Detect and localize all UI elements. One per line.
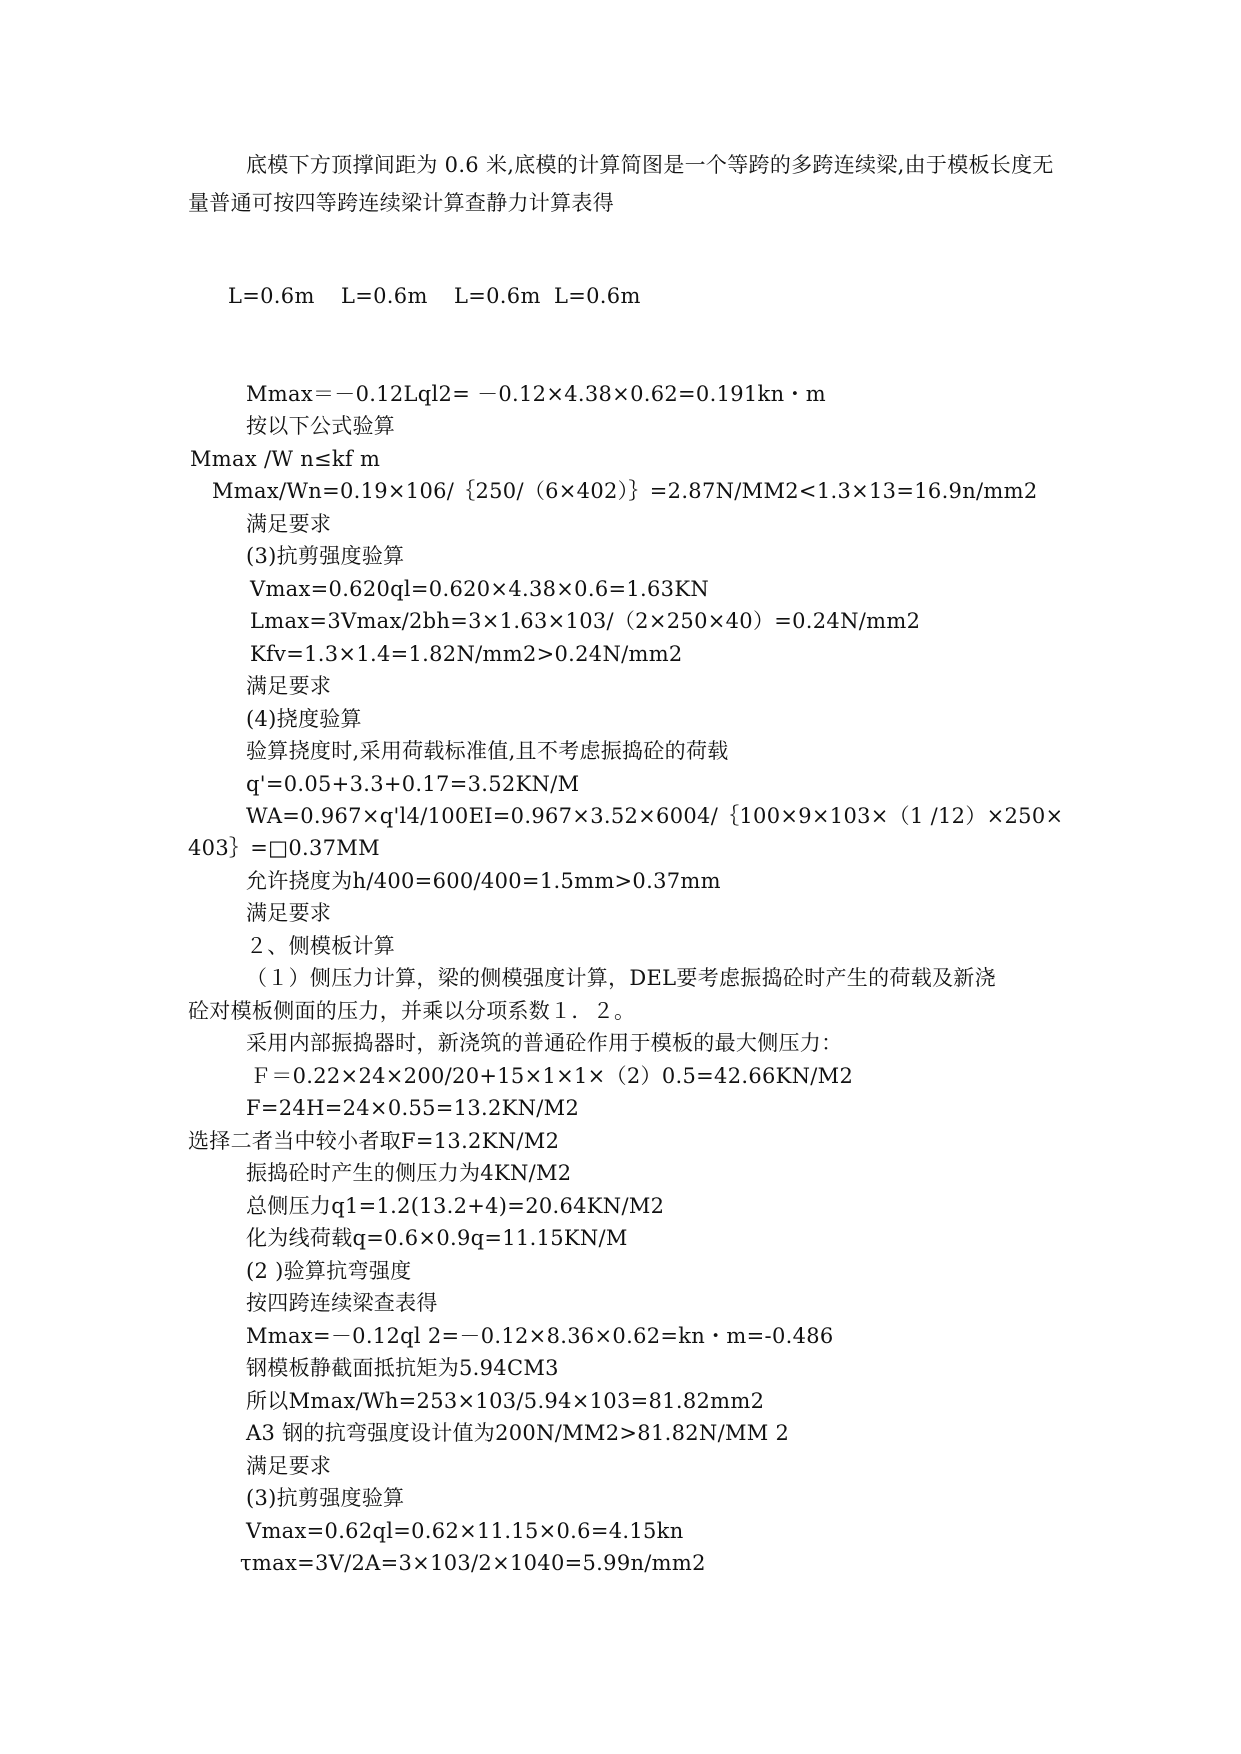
calc-line: q'=0.05+3.3+0.17=3.52KN/M [246, 772, 580, 796]
span-label: L=0.6m [341, 284, 428, 308]
calc-line: 验算挠度时,采用荷载标准值,且不考虑振捣砼的荷载 [246, 739, 729, 763]
calc-line: Vmax=0.62ql=0.62×11.15×0.6=4.15kn [246, 1519, 684, 1543]
calc-line: (2 )验算抗弯强度 [246, 1259, 412, 1283]
calc-line: Mmax/Wn=0.19×106/｛250/（6×402）｝=2.87N/MM2<1.3×13=16.9n/mm2 [212, 479, 1038, 503]
calc-line: 所以Mmax/Wh=253×103/5.94×103=81.82mm2 [246, 1389, 765, 1413]
calc-line: 满足要求 [246, 1454, 332, 1478]
calc-line: 采用内部振捣器时，新浇筑的普通砼作用于模板的最大侧压力： [246, 1031, 843, 1055]
calc-line: 化为线荷载q=0.6×0.9q=11.15KN/M [246, 1226, 628, 1250]
calc-line: 满足要求 [246, 674, 332, 698]
calc-line: τmax=3V/2A=3×103/2×1040=5.99n/mm2 [240, 1551, 706, 1575]
calc-line: Mmax=－0.12ql 2=－0.12×8.36×0.62=kn・m=-0.486 [246, 1324, 834, 1348]
span-label: L=0.6m [454, 284, 541, 308]
intro-paragraph: 底模下方顶撑间距为 0.6 米,底模的计算简图是一个等跨的多跨连续梁,由于模板长度无量普通可按四等跨连续梁计算查静力计算表得 [188, 153, 1054, 215]
calc-line: 砼对模板侧面的压力，并乘以分项系数１．２。 [188, 999, 636, 1023]
section-heading: ２、侧模板计算 [246, 934, 396, 958]
calc-line: (3)抗剪强度验算 [246, 544, 405, 568]
calc-line: 选择二者当中较小者取F=13.2KN/M2 [188, 1129, 560, 1153]
calc-line: 振捣砼时产生的侧压力为4KN/M2 [246, 1161, 572, 1185]
calc-line: Lmax=3Vmax/2bh=3×1.63×103/（2×250×40）=0.24N/mm2 [250, 609, 921, 633]
calc-line: Ｆ＝0.22×24×200/20+15×1×1×（2）0.5=42.66KN/M2 [250, 1064, 854, 1088]
calc-line: （１）侧压力计算，梁的侧模强度计算，DEL要考虑振捣砼时产生的荷载及新浇 [246, 966, 996, 990]
calc-line: 按四跨连续梁查表得 [246, 1291, 438, 1315]
calc-line: 允许挠度为h/400=600/400=1.5mm>0.37mm [246, 869, 721, 893]
calc-line: 钢模板静截面抵抗矩为5.94CM3 [246, 1356, 559, 1380]
span-labels [228, 280, 641, 312]
span-label: L=0.6m [228, 284, 315, 308]
calc-line: (4)挠度验算 [246, 707, 362, 731]
calc-line: 满足要求 [246, 512, 332, 536]
calc-line: Kfv=1.3×1.4=1.82N/mm2>0.24N/mm2 [250, 642, 683, 666]
calc-line: 总侧压力q1=1.2(13.2+4)=20.64KN/M2 [246, 1194, 665, 1218]
calc-line: F=24H=24×0.55=13.2KN/M2 [246, 1096, 580, 1120]
calc-line: A3 钢的抗弯强度设计值为200N/MM2>81.82N/MM 2 [246, 1421, 790, 1445]
calc-line: Vmax=0.620ql=0.620×4.38×0.6=1.63KN [250, 577, 709, 601]
calc-line: 按以下公式验算 [246, 414, 396, 438]
calc-line: Mmax /W n≤kf m [190, 447, 381, 471]
span-label: L=0.6m [554, 284, 641, 308]
calc-line: 403｝=□0.37MM [188, 836, 380, 860]
calc-line: Mmax＝－0.12Lql2= －0.12×4.38×0.62=0.191kn・m [246, 382, 826, 406]
calc-line: (3)抗剪强度验算 [246, 1486, 405, 1510]
calc-line: 满足要求 [246, 901, 332, 925]
calc-line: WA=0.967×q'l4/100EI=0.967×3.52×6004/｛100×9×103×（1 /12）×250× [246, 804, 1064, 828]
